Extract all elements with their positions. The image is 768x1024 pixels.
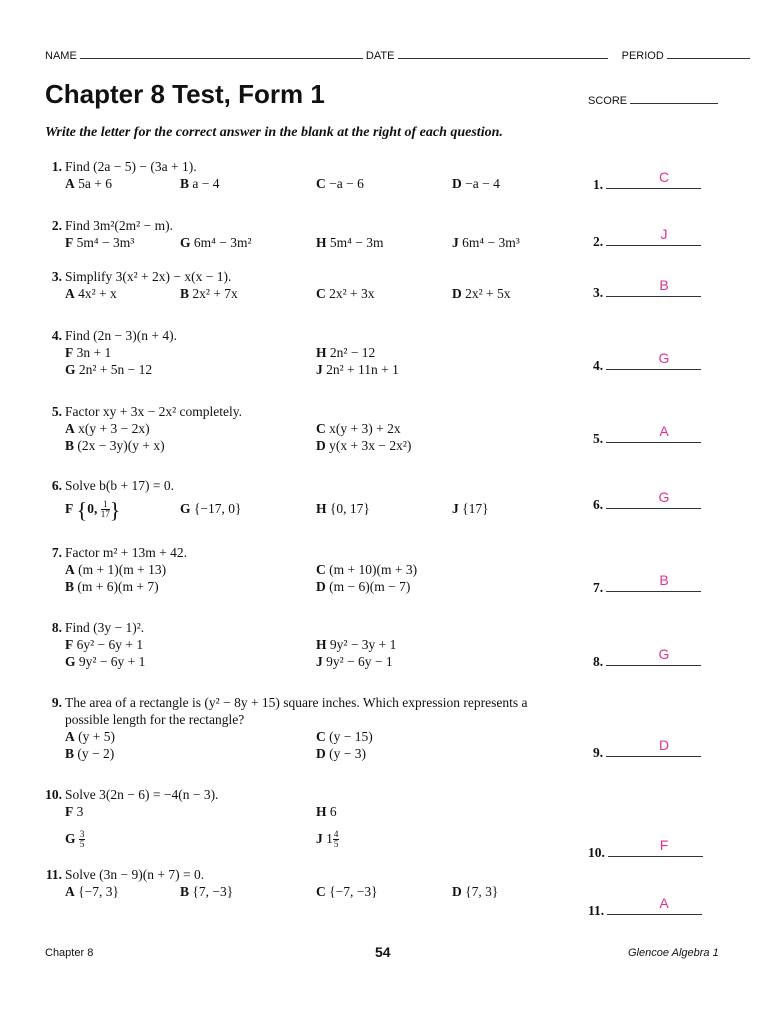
answer-blank-number: 8.	[593, 654, 604, 669]
option-text: 3n + 1	[76, 345, 112, 360]
score-field[interactable]	[630, 92, 718, 104]
question-number: 10.	[45, 787, 62, 802]
handwritten-answer: G	[658, 646, 670, 662]
question-number: 7.	[51, 545, 62, 560]
option-text: 2n² + 5n − 12	[78, 362, 153, 377]
answer-blank[interactable]	[588, 902, 702, 919]
option-text: (y − 15)	[329, 729, 373, 744]
option-letter: H	[316, 345, 327, 360]
option-text: 6y² − 6y + 1	[76, 637, 144, 652]
fraction	[333, 830, 340, 849]
answer-blank-number: 4.	[593, 358, 604, 373]
option-a	[65, 175, 112, 192]
option-j	[316, 361, 399, 378]
option-d	[316, 745, 366, 762]
handwritten-answer: B	[659, 572, 669, 588]
option-a	[65, 561, 166, 578]
option-text: {−7, −3}	[329, 884, 378, 899]
answer-blank-number: 1.	[593, 177, 604, 192]
option-text: 2n² − 12	[329, 345, 376, 360]
period-label: PERIOD	[621, 50, 664, 62]
fraction	[79, 830, 86, 849]
option-text: 9y² − 3y + 1	[329, 637, 397, 652]
question-stem: Factor xy + 3x − 2x² completely.	[65, 404, 242, 419]
option-letter: J	[316, 654, 323, 669]
option-letter: C	[316, 729, 326, 744]
option-letter: D	[316, 579, 326, 594]
option-g	[65, 361, 152, 378]
option-h	[316, 500, 370, 517]
fraction-numerator: 1	[101, 500, 110, 510]
option-letter: F	[65, 235, 74, 250]
score-label: SCORE	[588, 95, 628, 107]
option-c	[316, 285, 375, 302]
option-f	[65, 636, 143, 653]
option-f	[65, 803, 83, 820]
option-text: 2x² + 3x	[329, 286, 375, 301]
option-b	[180, 175, 220, 192]
option-letter: A	[65, 421, 75, 436]
question-number: 4.	[51, 328, 62, 343]
option-text: x(y + 3 − 2x)	[78, 421, 150, 436]
handwritten-answer: A	[659, 895, 669, 911]
option-letter: H	[316, 637, 327, 652]
question-number: 3.	[51, 269, 62, 284]
option-text: {0, 17}	[329, 501, 370, 516]
date-field[interactable]	[398, 47, 608, 59]
option-f	[65, 344, 111, 361]
option-text: {17}	[462, 501, 489, 516]
question-stem: Find 3m²(2m² − m).	[65, 218, 173, 233]
question-stem: Solve b(b + 17) = 0.	[65, 478, 174, 493]
option-a	[65, 883, 119, 900]
option-text: 6m⁴ − 3m³	[462, 235, 520, 250]
answer-blank[interactable]	[593, 653, 701, 670]
answer-blank-number: 5.	[593, 431, 604, 446]
option-letter: J	[316, 831, 323, 846]
option-c	[316, 420, 401, 437]
option-c	[316, 883, 378, 900]
score-row	[588, 92, 718, 107]
question-number: 5.	[51, 404, 62, 419]
handwritten-answer: A	[659, 423, 669, 439]
option-letter: A	[65, 729, 75, 744]
option-text: {−17, 0}	[193, 501, 242, 516]
question-number: 1.	[51, 159, 62, 174]
option-a	[65, 285, 117, 302]
option-letter: F	[65, 637, 74, 652]
option-letter: B	[65, 438, 75, 453]
fraction-denominator: 5	[333, 839, 339, 850]
option-text: 9y² − 6y − 1	[326, 654, 393, 669]
handwritten-answer: F	[659, 837, 669, 853]
option-b	[65, 745, 114, 762]
answer-blank-number: 7.	[593, 580, 604, 595]
option-b	[65, 578, 159, 595]
option-text: 3	[76, 804, 84, 819]
option-letter: C	[316, 176, 326, 191]
question-stem: The area of a rectangle is (y² − 8y + 15) square inches. Which expression represents a	[65, 695, 528, 710]
option-d	[452, 175, 500, 192]
option-text: 5m⁴ − 3m	[329, 235, 384, 250]
option-j	[452, 234, 520, 251]
option-text: 2n² + 11n + 1	[326, 362, 399, 377]
option-letter: F	[65, 501, 74, 516]
answer-blank-number: 3.	[593, 285, 604, 300]
option-c	[316, 728, 373, 745]
answer-blank[interactable]	[593, 430, 701, 447]
option-letter: A	[65, 286, 75, 301]
option-j	[316, 830, 339, 849]
option-text: 5m⁴ − 3m³	[76, 235, 135, 250]
option-text: 0,	[87, 501, 101, 516]
date-label: DATE	[365, 50, 395, 62]
option-g	[180, 234, 252, 251]
period-field[interactable]	[667, 47, 750, 59]
question-stem: Find (3y − 1)².	[65, 620, 145, 635]
option-text: 9y² − 6y + 1	[78, 654, 146, 669]
option-text: 4x² + x	[78, 286, 117, 301]
answer-blank[interactable]	[593, 744, 701, 761]
option-h	[316, 344, 375, 361]
option-h	[316, 803, 337, 820]
question-number: 2.	[51, 218, 62, 233]
option-letter: J	[452, 501, 459, 516]
instructions: Write the letter for the correct answer in the blank at the right of each question.	[45, 125, 503, 140]
fraction-numerator: 3	[79, 829, 85, 840]
question-stem-line2: possible length for the rectangle?	[65, 712, 245, 727]
answer-blank-number: 10.	[588, 845, 605, 860]
footer-chapter: Chapter 8	[45, 947, 94, 959]
option-text: a − 4	[192, 176, 220, 191]
option-letter: B	[65, 746, 75, 761]
option-h	[316, 234, 383, 251]
fraction-numerator: 4	[333, 829, 339, 840]
option-g	[65, 653, 145, 670]
footer-book-title: Glencoe Algebra 1	[628, 947, 719, 959]
option-letter: D	[452, 286, 462, 301]
option-letter: C	[316, 421, 326, 436]
option-letter: H	[316, 235, 327, 250]
option-letter: C	[316, 884, 326, 899]
question-stem: Solve 3(2n − 6) = −4(n − 3).	[65, 787, 219, 802]
option-b	[180, 285, 238, 302]
option-letter: B	[180, 884, 190, 899]
option-letter: D	[452, 884, 462, 899]
option-b	[65, 437, 165, 454]
option-text: (m + 10)(m + 3)	[329, 562, 418, 577]
option-letter: D	[316, 746, 326, 761]
question-stem: Factor m² + 13m + 42.	[65, 545, 188, 560]
option-text: 1	[326, 831, 333, 846]
option-f	[65, 234, 134, 251]
option-text: {7, −3}	[192, 884, 234, 899]
option-letter: H	[316, 501, 327, 516]
answer-blank[interactable]	[593, 496, 701, 513]
name-label: NAME	[45, 50, 77, 62]
option-letter: G	[180, 501, 191, 516]
option-c	[316, 175, 364, 192]
option-letter: H	[316, 804, 327, 819]
option-letter: B	[180, 286, 190, 301]
handwritten-answer: G	[658, 489, 670, 505]
question-number: 11.	[45, 867, 62, 882]
option-a	[65, 728, 115, 745]
option-text: x(y + 3) + 2x	[329, 421, 401, 436]
option-j	[452, 500, 489, 517]
option-letter: A	[65, 884, 75, 899]
option-text: (y − 2)	[77, 746, 115, 761]
brace-open: {	[76, 497, 88, 523]
option-text: (y + 5)	[78, 729, 115, 744]
option-text: {−7, 3}	[78, 884, 119, 899]
handwritten-answer: G	[658, 350, 670, 366]
option-letter: J	[452, 235, 459, 250]
question-stem: Solve (3n − 9)(n + 7) = 0.	[65, 867, 205, 882]
fraction	[101, 500, 110, 519]
option-letter: A	[65, 562, 75, 577]
option-c	[316, 561, 417, 578]
option-a	[65, 420, 150, 437]
answer-blank[interactable]	[593, 176, 701, 193]
header-row	[45, 47, 750, 62]
option-text: 2x² + 5x	[465, 286, 511, 301]
answer-blank[interactable]	[588, 844, 703, 861]
option-text: (m + 6)(m + 7)	[77, 579, 159, 594]
option-d	[452, 285, 511, 302]
option-letter: G	[180, 235, 191, 250]
name-field[interactable]	[80, 47, 363, 59]
option-letter: B	[180, 176, 190, 191]
option-letter: B	[65, 579, 75, 594]
option-text: y(x + 3x − 2x²)	[329, 438, 412, 453]
question-stem: Find (2n − 3)(n + 4).	[65, 328, 177, 343]
option-letter: G	[65, 831, 76, 846]
fraction-denominator: 5	[79, 839, 85, 850]
option-f	[65, 497, 121, 523]
brace-close: }	[109, 497, 121, 523]
option-letter: J	[316, 362, 323, 377]
question-stem: Simplify 3(x² + 2x) − x(x − 1).	[65, 269, 232, 284]
answer-blank-number: 9.	[593, 745, 604, 760]
answer-blank[interactable]	[593, 579, 701, 596]
option-text: 2x² + 7x	[192, 286, 238, 301]
question-stem: Find (2a − 5) − (3a + 1).	[65, 159, 197, 174]
handwritten-answer: C	[658, 169, 670, 185]
option-b	[180, 883, 233, 900]
option-letter: G	[65, 654, 76, 669]
option-text: −a − 6	[329, 176, 364, 191]
option-d	[452, 883, 498, 900]
page-title: Chapter 8 Test, Form 1	[45, 79, 325, 109]
handwritten-answer: D	[658, 737, 670, 753]
question-number: 9.	[51, 695, 62, 710]
answer-blank-number: 2.	[593, 234, 604, 249]
answer-blank[interactable]	[593, 357, 701, 374]
option-letter: C	[316, 562, 326, 577]
option-letter: A	[65, 176, 75, 191]
option-letter: D	[316, 438, 326, 453]
footer-page-number: 54	[375, 944, 391, 960]
option-h	[316, 636, 396, 653]
option-text: 6	[329, 804, 337, 819]
option-d	[316, 437, 411, 454]
option-letter: F	[65, 345, 74, 360]
option-g	[65, 830, 85, 849]
option-text: −a − 4	[465, 176, 500, 191]
answer-blank[interactable]	[593, 233, 701, 250]
option-text: (2x − 3y)(y + x)	[77, 438, 165, 453]
answer-blank[interactable]	[593, 284, 701, 301]
option-text: 6m⁴ − 3m²	[193, 235, 252, 250]
option-letter: D	[452, 176, 462, 191]
option-letter: C	[316, 286, 326, 301]
option-text: (y − 3)	[329, 746, 366, 761]
option-j	[316, 653, 393, 670]
answer-blank-number: 11.	[588, 903, 605, 918]
option-letter: G	[65, 362, 76, 377]
question-number: 6.	[51, 478, 62, 493]
handwritten-answer: J	[660, 226, 668, 242]
handwritten-answer: B	[659, 277, 669, 293]
option-g	[180, 500, 241, 517]
option-d	[316, 578, 410, 595]
answer-blank-number: 6.	[593, 497, 604, 512]
fraction-denominator: 17	[100, 509, 110, 520]
option-text: {7, 3}	[465, 884, 499, 899]
option-text: (m + 1)(m + 13)	[78, 562, 167, 577]
question-number: 8.	[51, 620, 62, 635]
option-text: 5a + 6	[78, 176, 112, 191]
option-letter: F	[65, 804, 74, 819]
option-text: (m − 6)(m − 7)	[329, 579, 411, 594]
